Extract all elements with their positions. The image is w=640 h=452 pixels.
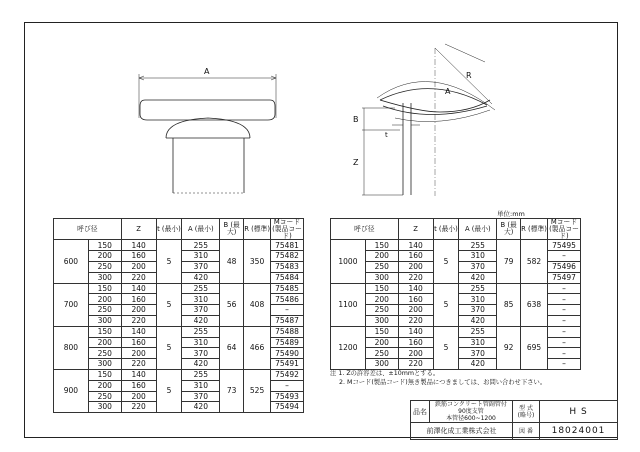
header-a: A (最小)	[459, 219, 497, 240]
a-cell: 310	[182, 380, 220, 391]
note-2: 2. Mコード(製品コード)無き製品につきましては、お問い合わせ下さい。	[339, 379, 547, 386]
a-cell: 310	[459, 337, 497, 348]
r-cell: 582	[521, 240, 548, 283]
mcode-cell: 75490	[271, 348, 304, 359]
title-name-label: 品名	[411, 401, 430, 423]
z-cell: 200	[121, 391, 156, 402]
branch-size-cell: 250	[88, 348, 121, 359]
mcode-cell: –	[548, 251, 581, 262]
z-cell: 220	[121, 402, 156, 413]
mcode-cell: 75483	[271, 261, 304, 272]
z-cell: 200	[121, 348, 156, 359]
header-z: Z	[121, 219, 156, 240]
branch-size-cell: 250	[365, 348, 398, 359]
branch-size-cell: 200	[365, 337, 398, 348]
a-cell: 255	[182, 283, 220, 294]
branch-size-cell: 150	[365, 240, 398, 251]
mcode-cell: –	[548, 305, 581, 316]
notes	[330, 369, 546, 387]
header-r: R (標準)	[244, 219, 271, 240]
header-t: t (最小)	[156, 219, 182, 240]
a-cell: 420	[182, 359, 220, 370]
main-pipe-size-cell: 800	[54, 326, 89, 369]
a-cell: 255	[182, 240, 220, 251]
a-cell: 370	[459, 305, 497, 316]
dim-B-label: B	[353, 115, 359, 124]
mcode-cell: 75489	[271, 337, 304, 348]
dim-A-label-front: A	[204, 67, 210, 76]
a-cell: 255	[182, 326, 220, 337]
title-type-value: H S	[540, 401, 618, 423]
z-cell: 140	[398, 326, 433, 337]
dim-A-label-side: A	[445, 87, 451, 96]
z-cell: 220	[398, 272, 433, 283]
r-cell: 350	[244, 240, 271, 283]
branch-size-cell: 300	[88, 402, 121, 413]
main-pipe-size-cell: 1200	[331, 326, 366, 369]
r-cell: 525	[244, 369, 271, 412]
mcode-cell: 75484	[271, 272, 304, 283]
header-b: B (最大)	[220, 219, 244, 240]
mcode-cell: –	[548, 294, 581, 305]
table-row	[331, 283, 581, 294]
branch-size-cell: 300	[365, 359, 398, 370]
z-cell: 220	[121, 315, 156, 326]
main-pipe-size-cell: 900	[54, 369, 89, 412]
branch-size-cell: 300	[365, 315, 398, 326]
title-type-label: 型 式 (略号)	[513, 401, 540, 423]
mcode-cell: 75487	[271, 315, 304, 326]
mcode-cell: 75482	[271, 251, 304, 262]
a-cell: 255	[459, 326, 497, 337]
title-block	[410, 400, 618, 440]
b-cell: 48	[220, 240, 244, 283]
header-nominal: 呼び径	[331, 219, 399, 240]
z-cell: 160	[398, 337, 433, 348]
z-cell: 140	[121, 283, 156, 294]
branch-size-cell: 200	[88, 251, 121, 262]
table-row	[54, 369, 304, 380]
mcode-cell: –	[548, 337, 581, 348]
header-mcode: Mコード (製品コード)	[549, 218, 579, 240]
z-cell: 220	[121, 272, 156, 283]
mcode-cell: 75494	[271, 402, 304, 413]
branch-size-cell: 200	[88, 337, 121, 348]
z-cell: 200	[121, 261, 156, 272]
header-t: t (最小)	[433, 219, 459, 240]
branch-size-cell: 150	[88, 369, 121, 380]
drawing-number-value: 18024001	[540, 423, 618, 440]
a-cell: 255	[182, 369, 220, 380]
mcode-cell: 75496	[548, 261, 581, 272]
b-cell: 64	[220, 326, 244, 369]
t-cell: 5	[433, 240, 459, 283]
a-cell: 370	[459, 348, 497, 359]
z-cell: 160	[121, 294, 156, 305]
a-cell: 420	[182, 402, 220, 413]
mcode-cell: –	[548, 315, 581, 326]
a-cell: 420	[459, 272, 497, 283]
z-cell: 200	[398, 348, 433, 359]
dim-R-label: R	[466, 71, 472, 80]
z-cell: 220	[121, 359, 156, 370]
branch-size-cell: 250	[365, 305, 398, 316]
z-cell: 160	[398, 251, 433, 262]
header-nominal: 呼び径	[54, 219, 122, 240]
header-b: B (最大)	[497, 219, 521, 240]
table-row	[54, 240, 304, 251]
mcode-cell: –	[548, 326, 581, 337]
b-cell: 79	[497, 240, 521, 283]
z-cell: 220	[398, 359, 433, 370]
a-cell: 255	[459, 240, 497, 251]
branch-size-cell: 250	[88, 261, 121, 272]
header-r: R (標準)	[521, 219, 548, 240]
t-cell: 5	[433, 283, 459, 326]
branch-size-cell: 300	[365, 272, 398, 283]
mcode-cell: 75481	[271, 240, 304, 251]
mcode-cell: 75486	[271, 294, 304, 305]
branch-size-cell: 300	[88, 272, 121, 283]
z-cell: 140	[121, 240, 156, 251]
dim-t-label: t	[385, 131, 388, 139]
mcode-cell: –	[271, 305, 304, 316]
company-name: 前澤化成工業株式会社	[411, 423, 513, 440]
mcode-cell: 75492	[271, 369, 304, 380]
r-cell: 695	[521, 326, 548, 369]
a-cell: 310	[182, 251, 220, 262]
unit-label: 単位:mm	[497, 210, 525, 218]
mcode-cell: –	[271, 380, 304, 391]
b-cell: 73	[220, 369, 244, 412]
a-cell: 370	[459, 261, 497, 272]
mcode-cell: 75488	[271, 326, 304, 337]
mcode-cell: 75493	[271, 391, 304, 402]
branch-size-cell: 300	[88, 359, 121, 370]
z-cell: 160	[121, 337, 156, 348]
branch-size-cell: 150	[365, 326, 398, 337]
spec-table-left	[53, 218, 304, 413]
a-cell: 310	[182, 337, 220, 348]
z-cell: 160	[121, 380, 156, 391]
r-cell: 408	[244, 283, 271, 326]
a-cell: 310	[459, 251, 497, 262]
note-label: 注	[330, 370, 337, 377]
a-cell: 420	[182, 272, 220, 283]
a-cell: 370	[182, 348, 220, 359]
mcode-cell: 75491	[271, 359, 304, 370]
main-pipe-size-cell: 1000	[331, 240, 366, 283]
branch-size-cell: 300	[88, 315, 121, 326]
a-cell: 420	[459, 315, 497, 326]
r-cell: 466	[244, 326, 271, 369]
header-a: A (最小)	[182, 219, 220, 240]
a-cell: 420	[459, 359, 497, 370]
z-cell: 200	[121, 305, 156, 316]
main-pipe-size-cell: 700	[54, 283, 89, 326]
header-z: Z	[398, 219, 433, 240]
z-cell: 160	[121, 251, 156, 262]
mcode-cell: 75485	[271, 283, 304, 294]
r-cell: 638	[521, 283, 548, 326]
z-cell: 140	[121, 326, 156, 337]
z-cell: 140	[121, 369, 156, 380]
t-cell: 5	[156, 283, 182, 326]
mcode-cell: 75495	[548, 240, 581, 251]
z-cell: 200	[398, 305, 433, 316]
header-mcode: Mコード (製品コード)	[272, 218, 302, 240]
branch-size-cell: 250	[88, 391, 121, 402]
mcode-cell: –	[548, 359, 581, 370]
side-section-view	[362, 44, 495, 196]
a-cell: 255	[459, 283, 497, 294]
main-pipe-size-cell: 600	[54, 240, 89, 283]
drawing-number-label: 図 番	[513, 423, 540, 440]
z-cell: 140	[398, 240, 433, 251]
t-cell: 5	[156, 326, 182, 369]
table-row	[54, 283, 304, 294]
t-cell: 5	[156, 240, 182, 283]
z-cell: 140	[398, 283, 433, 294]
branch-size-cell: 150	[88, 283, 121, 294]
note-1: 注 1. Zの許容差は、±10mmとする。	[330, 370, 440, 377]
t-cell: 5	[156, 369, 182, 412]
table-row	[331, 240, 581, 251]
b-cell: 92	[497, 326, 521, 369]
branch-size-cell: 200	[365, 251, 398, 262]
branch-size-cell: 250	[365, 261, 398, 272]
a-cell: 370	[182, 391, 220, 402]
b-cell: 85	[497, 283, 521, 326]
z-cell: 160	[398, 294, 433, 305]
a-cell: 370	[182, 305, 220, 316]
mcode-cell: –	[548, 348, 581, 359]
front-view	[139, 74, 276, 193]
main-pipe-size-cell: 1100	[331, 283, 366, 326]
z-cell: 200	[398, 261, 433, 272]
a-cell: 310	[182, 294, 220, 305]
a-cell: 310	[459, 294, 497, 305]
table-row	[54, 326, 304, 337]
title-name-value: 鉄筋コンクリート管副管付90度支管 本管径600~1200	[430, 401, 513, 423]
branch-size-cell: 200	[88, 294, 121, 305]
branch-size-cell: 200	[88, 380, 121, 391]
t-cell: 5	[433, 326, 459, 369]
branch-size-cell: 150	[88, 240, 121, 251]
branch-size-cell: 250	[88, 305, 121, 316]
b-cell: 56	[220, 283, 244, 326]
z-cell: 220	[398, 315, 433, 326]
branch-size-cell: 150	[88, 326, 121, 337]
a-cell: 420	[182, 315, 220, 326]
table-row	[331, 326, 581, 337]
mcode-cell: –	[548, 283, 581, 294]
a-cell: 370	[182, 261, 220, 272]
branch-size-cell: 150	[365, 283, 398, 294]
mcode-cell: 75497	[548, 272, 581, 283]
branch-size-cell: 200	[365, 294, 398, 305]
dim-Z-label: Z	[353, 158, 359, 167]
spec-table-right	[330, 218, 581, 370]
